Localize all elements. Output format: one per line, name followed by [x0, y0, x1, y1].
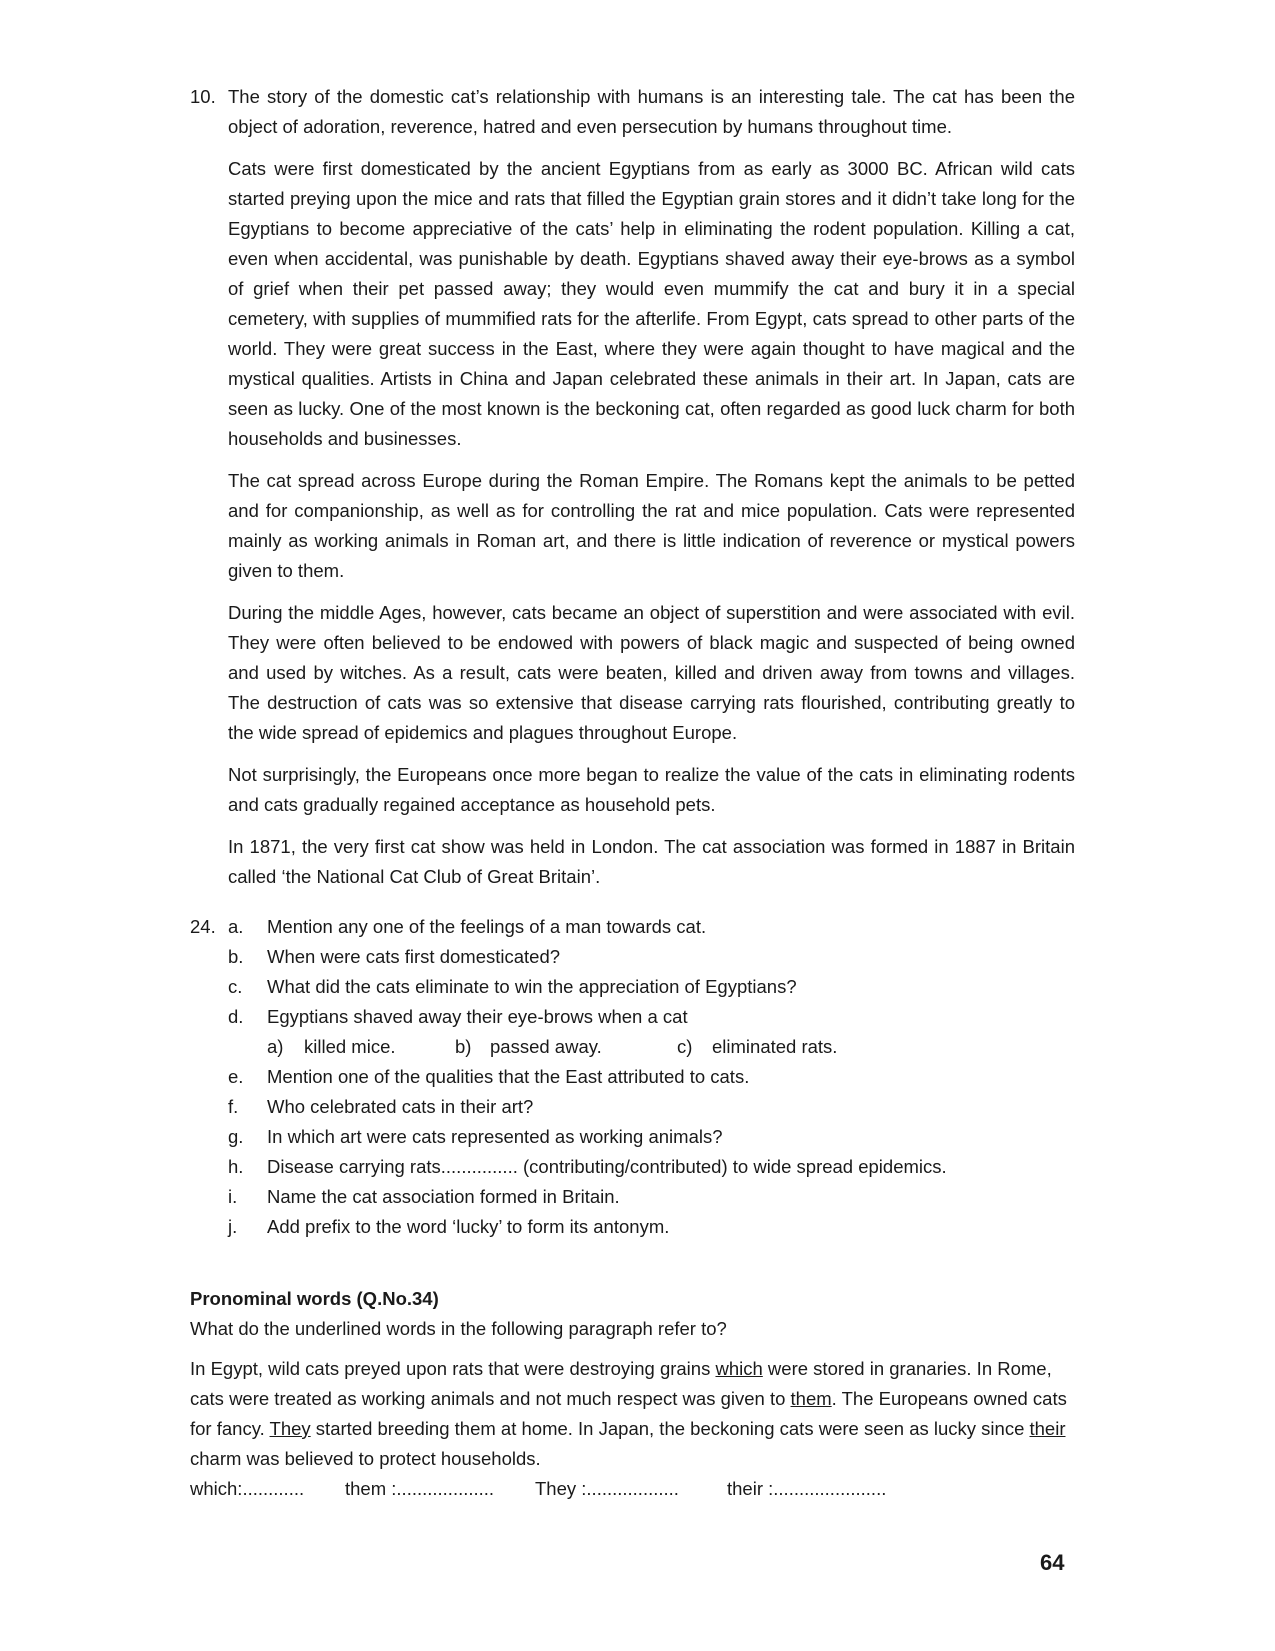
passage — [228, 82, 1075, 892]
underlined-word: They — [269, 1418, 311, 1439]
item-letter: h. — [228, 1156, 244, 1177]
item-text: Add prefix to the word ‘lucky’ to form its antonym. — [267, 1216, 670, 1237]
para-text: In Egypt, wild cats preyed upon rats that were destroying grains — [190, 1358, 716, 1379]
option-text: eliminated rats. — [712, 1036, 838, 1057]
underlined-word: their — [1029, 1418, 1066, 1439]
question-item — [190, 1092, 1075, 1122]
answer-blank: their :...................... — [727, 1478, 887, 1499]
answer-blank: which:............ — [190, 1478, 305, 1499]
question-24 — [190, 912, 1075, 1242]
passage-paragraph: In 1871, the very first cat show was held in London. The cat association was formed in 1887 in Britain called ‘the National Cat Club of Great Britain’. — [228, 836, 1075, 887]
pronominal-section — [190, 1284, 1075, 1504]
item-letter: c. — [228, 976, 243, 997]
question-10 — [190, 82, 1075, 904]
item-letter: d. — [228, 1006, 244, 1027]
passage-paragraph: During the middle Ages, however, cats became an object of superstition and were associated with evil. They were often believed to be endowed with powers of black magic and suspected of being owned and used by witches. As a result, cats were beaten, killed and driven away from towns and villages. The destruction of cats was so extensive that disease carrying rats flourished, contributing greatly to the wide spread of epidemics and plagues throughout Europe. — [228, 602, 1075, 743]
question-number: 10. — [190, 86, 216, 107]
answer-blanks — [190, 1474, 1075, 1504]
answer-blank: them :................... — [345, 1478, 495, 1499]
para-text: charm was believed to protect households. — [190, 1448, 541, 1469]
question-number: 24. — [190, 916, 216, 937]
item-letter: e. — [228, 1066, 244, 1087]
item-text: In which art were cats represented as working animals? — [267, 1126, 723, 1147]
question-item — [190, 1002, 1075, 1032]
question-item — [190, 1182, 1075, 1212]
item-text: Disease carrying rats............... (contributing/contributed) to wide spread epidemics. — [267, 1156, 947, 1177]
item-text: Name the cat association formed in Britain. — [267, 1186, 620, 1207]
item-text: Who celebrated cats in their art? — [267, 1096, 534, 1117]
option-label: b) — [455, 1036, 472, 1057]
question-item — [190, 912, 1075, 942]
passage-paragraph: Not surprisingly, the Europeans once more began to realize the value of the cats in eliminating rodents and cats gradually regained acceptance as household pets. — [228, 764, 1075, 815]
options-d — [190, 1032, 1075, 1062]
item-text: When were cats first domesticated? — [267, 946, 561, 967]
para-text: . The Europeans owned cats for fancy. — [190, 1388, 1067, 1439]
page-number: 64 — [1040, 1550, 1065, 1575]
item-letter: j. — [228, 1216, 238, 1237]
para-text: started breeding them at home. In Japan, the beckoning cats were seen as lucky since — [310, 1418, 1030, 1439]
passage-paragraph: The story of the domestic cat’s relationship with humans is an interesting tale. The cat has been the object of adoration, reverence, hatred and even persecution by humans throughout time. — [228, 86, 1075, 137]
item-text: Mention any one of the feelings of a man towards cat. — [267, 916, 707, 937]
item-letter: f. — [228, 1096, 239, 1117]
question-item — [190, 972, 1075, 1002]
option-label: a) — [267, 1036, 284, 1057]
pronominal-paragraph — [190, 1354, 1075, 1474]
question-item — [190, 1062, 1075, 1092]
para-text: were stored in granaries. In Rome, cats were treated as working animals and not much respect was given to — [190, 1358, 1052, 1409]
item-letter: i. — [228, 1186, 238, 1207]
passage-paragraph: Cats were first domesticated by the ancient Egyptians from as early as 3000 BC. African wild cats started preying upon the mice and rats that filled the Egyptian grain stores and it didn’t take long for the Egyptians to become appreciative of the cats’ help in eliminating the rodent population. Killing a cat, even when accidental, was punishable by death. Egyptians shaved away their eye-brows as a symbol of grief when their pet passed away; they would even mummify the cat and bury it in a special cemetery, with supplies of mummified rats for the afterlife. From Egypt, cats spread to other parts of the world. They were great success in the East, where they were again thought to have magical and the mystical qualities. Artists in China and Japan celebrated these animals in their art. In Japan, cats are seen as lucky. One of the most known is the beckoning cat, often regarded as good luck charm for both households and businesses. — [228, 158, 1075, 449]
answer-blank: They :.................. — [535, 1478, 679, 1499]
passage-paragraph: The cat spread across Europe during the Roman Empire. The Romans kept the animals to be petted and for companionship, as well as for controlling the rat and mice population. Cats were represented mainly as working animals in Roman art, and there is little indication of reverence or mystical powers given to them. — [228, 470, 1075, 581]
option-label: c) — [677, 1036, 693, 1057]
underlined-word: which — [715, 1358, 763, 1379]
item-text: Egyptians shaved away their eye-brows when a cat — [267, 1006, 688, 1027]
underlined-word: them — [790, 1388, 832, 1409]
item-letter: a. — [228, 916, 244, 937]
section-instruction: What do the underlined words in the following paragraph refer to? — [190, 1318, 727, 1339]
question-item — [190, 1122, 1075, 1152]
question-item — [190, 1212, 1075, 1242]
option-text: killed mice. — [304, 1036, 396, 1057]
section-title: Pronominal words (Q.No.34) — [190, 1288, 439, 1309]
question-item — [190, 942, 1075, 972]
item-letter: b. — [228, 946, 244, 967]
item-text: What did the cats eliminate to win the appreciation of Egyptians? — [267, 976, 797, 997]
question-item — [190, 1152, 1075, 1182]
item-letter: g. — [228, 1126, 244, 1147]
item-text: Mention one of the qualities that the East attributed to cats. — [267, 1066, 750, 1087]
option-text: passed away. — [490, 1036, 602, 1057]
